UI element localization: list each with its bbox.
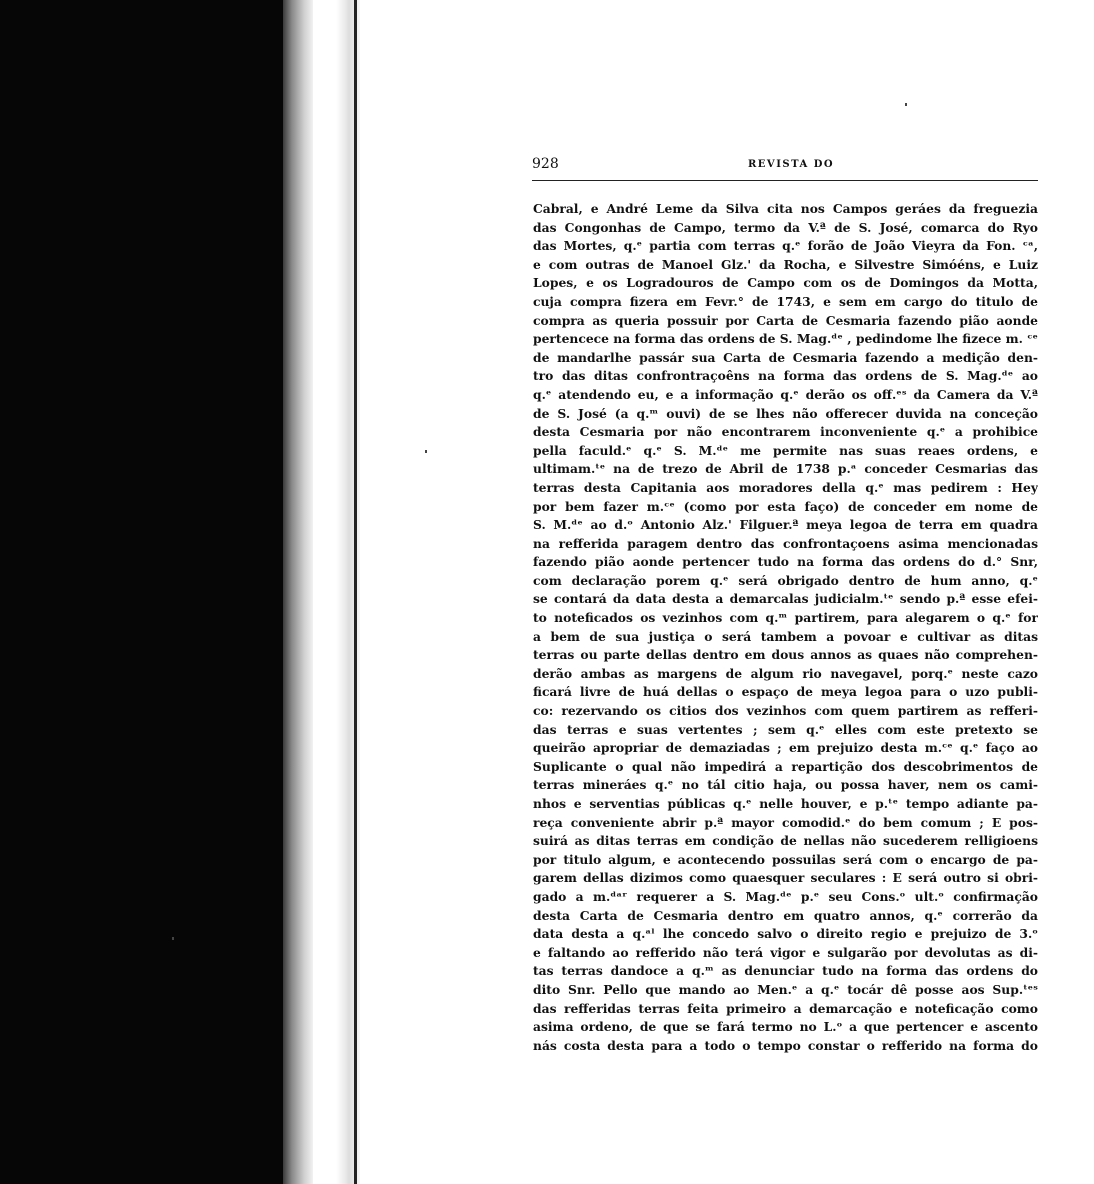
text-line: por titulo algum, e acontecendo possuilas será com o encargo de pa- (533, 851, 1038, 867)
text-line: q.ᵉ atendendo eu, e a informação q.ᵉ derão os off.ᵉˢ da Camera da V.ª (533, 386, 1038, 402)
text-line: ficará livre de huá dellas o espaço de meya legoa para o uzo publi- (533, 684, 1038, 700)
scan-speck (425, 450, 427, 453)
text-line: queirão apropriar de demaziadas ; em prejuizo desta m.ᶜᵉ q.ᵉ faço ao (533, 740, 1038, 756)
text-line: S. M.ᵈᵉ ao d.ᵒ Antonio Alz.' Filguer.ª meya legoa de terra em quadra (533, 517, 1038, 533)
text-line: nás costa desta para a todo o tempo constar o refferido na forma do (533, 1037, 1038, 1053)
text-line: de mandarlhe passár sua Carta de Cesmaria fazendo a medição den- (533, 349, 1038, 365)
text-line: cuja compra fizera em Fevr.° de 1743, e sem em cargo do titulo de (533, 293, 1038, 309)
text-line: se contará da data desta a demarcalas judicialm.ᵗᵉ sendo p.ª esse efei- (533, 591, 1038, 607)
text-line: das refferidas terras feita primeiro a demarcação e noteficação como (533, 1000, 1038, 1016)
text-line: reça conveniente abrir p.ª mayor comodid.ᵉ do bem comum ; E pos- (533, 814, 1038, 830)
text-line: e com outras de Manoel Glz.' da Rocha, e Silvestre Simóéns, e Luiz (533, 256, 1038, 272)
page-header (532, 152, 1038, 181)
text-line: desta Cesmaria por não encontrarem inconveniente q.ᵉ a prohibice (533, 424, 1038, 440)
text-line: terras desta Capitania aos moradores della q.ᵉ mas pedirem : Hey (533, 479, 1038, 495)
text-line: Suplicante o qual não impedirá a repartição dos descobrimentos de (533, 758, 1038, 774)
text-line: co: rezervando os citios dos vezinhos com quem partirem as refferi- (533, 703, 1038, 719)
text-line: de S. José (a q.ᵐ ouvi) de se lhes não offerecer duvida na conceção (533, 405, 1038, 421)
text-line: por bem fazer m.ᶜᵉ (como por esta faço) de conceder em nome de (533, 498, 1038, 514)
text-line: nhos e serventias públicas q.ᵉ nelle houver, e p.ᵗᵉ tempo adiante pa- (533, 796, 1038, 811)
text-line: tas terras dandoce a q.ᵐ as denunciar tudo na forma das ordens do (533, 963, 1038, 979)
text-line: terras ou parte dellas dentro em dous annos as quaes não comprehen- (533, 647, 1038, 663)
text-line: gado a m.ᵈᵃʳ requerer a S. Mag.ᵈᵉ p.ᵉ seu Cons.ᵒ ult.ᵒ confirmação (533, 888, 1038, 904)
text-line: com declaração porem q.ᵉ será obrigado dentro de hum anno, q.ᵉ (533, 572, 1038, 588)
text-line: garem dellas dizimos como quaesquer seculares : E será outro si obri- (533, 870, 1038, 886)
text-line: dito Snr. Pello que mando ao Men.ᵉ a q.ᵉ tocár dê posse aos Sup.ᵗᵉˢ (533, 981, 1038, 997)
text-line: terras mineráes q.ᵉ no tál citio haja, ou possa haver, nem os cami- (533, 777, 1038, 793)
scan-speck (172, 937, 174, 940)
text-line: tro das ditas confrontraçoêns na forma das ordens de S. Mag.ᵈᵉ ao (533, 368, 1038, 384)
text-line: a bem de sua justiça o será tambem a povoar e cultivar as ditas (533, 628, 1038, 644)
text-line: to noteficados os vezinhos com q.ᵐ partirem, para alegarem o q.ᵉ for (533, 610, 1038, 626)
text-line: das Congonhas de Campo, termo da V.ª de S. José, comarca do Ryo (533, 219, 1038, 235)
text-line: das terras e suas vertentes ; sem q.ᵉ elles com este pretexto se (533, 721, 1038, 737)
text-line: pertencece na forma das ordens de S. Mag.ᵈᵉ , pedindome lhe fizece m. ᶜᵉ (533, 331, 1038, 347)
scan-gutter-line (354, 0, 357, 1184)
text-line: Lopes, e os Logradouros de Campo com os de Domingos da Motta, (533, 275, 1038, 291)
text-line: asima ordeno, de que se fará termo no L.ᵒ a que pertencer e ascento (533, 1019, 1038, 1035)
text-line: compra as queria possuir por Carta de Cesmaria fazendo pião aonde (533, 312, 1038, 328)
text-line: ultimam.ᵗᵉ na de trezo de Abril de 1738 p.ᵃ conceder Cesmarias das (533, 461, 1038, 477)
scan-binding-gradient (283, 0, 313, 1184)
text-line: na refferida paragem dentro das confrontaçoens asima mencionadas (533, 535, 1038, 551)
text-line: Cabral, e André Leme da Silva cita nos Campos geráes da freguezia (533, 201, 1038, 216)
text-line: suirá as ditas terras em condição de nellas não sucederem relligioens (533, 833, 1038, 849)
text-line: derão ambas as margens de algum rio navegavel, porq.ᵉ neste cazo (533, 665, 1038, 681)
scan-speck (905, 103, 907, 106)
text-line: e faltando ao refferido não terá vigor e sulgarão por devolutas as di- (533, 944, 1038, 960)
text-line: fazendo pião aonde pertencer tudo na forma das ordens do d.° Snr, (533, 554, 1038, 570)
text-line: data desta a q.ᵃˡ lhe concedo salvo o direito regio e prejuizo de 3.ᵒ (533, 926, 1038, 942)
body-text (533, 200, 1038, 1055)
text-line: das Mortes, q.ᵉ partia com terras q.ᵉ forão de João Vieyra da Fon. ᶜᵃ, (533, 238, 1038, 254)
text-line: desta Carta de Cesmaria dentro em quatro annos, q.ᵉ correrão da (533, 907, 1038, 923)
text-line: pella faculd.ᵉ q.ᵉ S. M.ᵈᵉ me permite nas suas reaes ordens, e (533, 442, 1038, 458)
running-head: REVISTA DO (748, 159, 835, 170)
page-number: 928 (532, 156, 559, 172)
scan-binding-shadow (0, 0, 283, 1184)
